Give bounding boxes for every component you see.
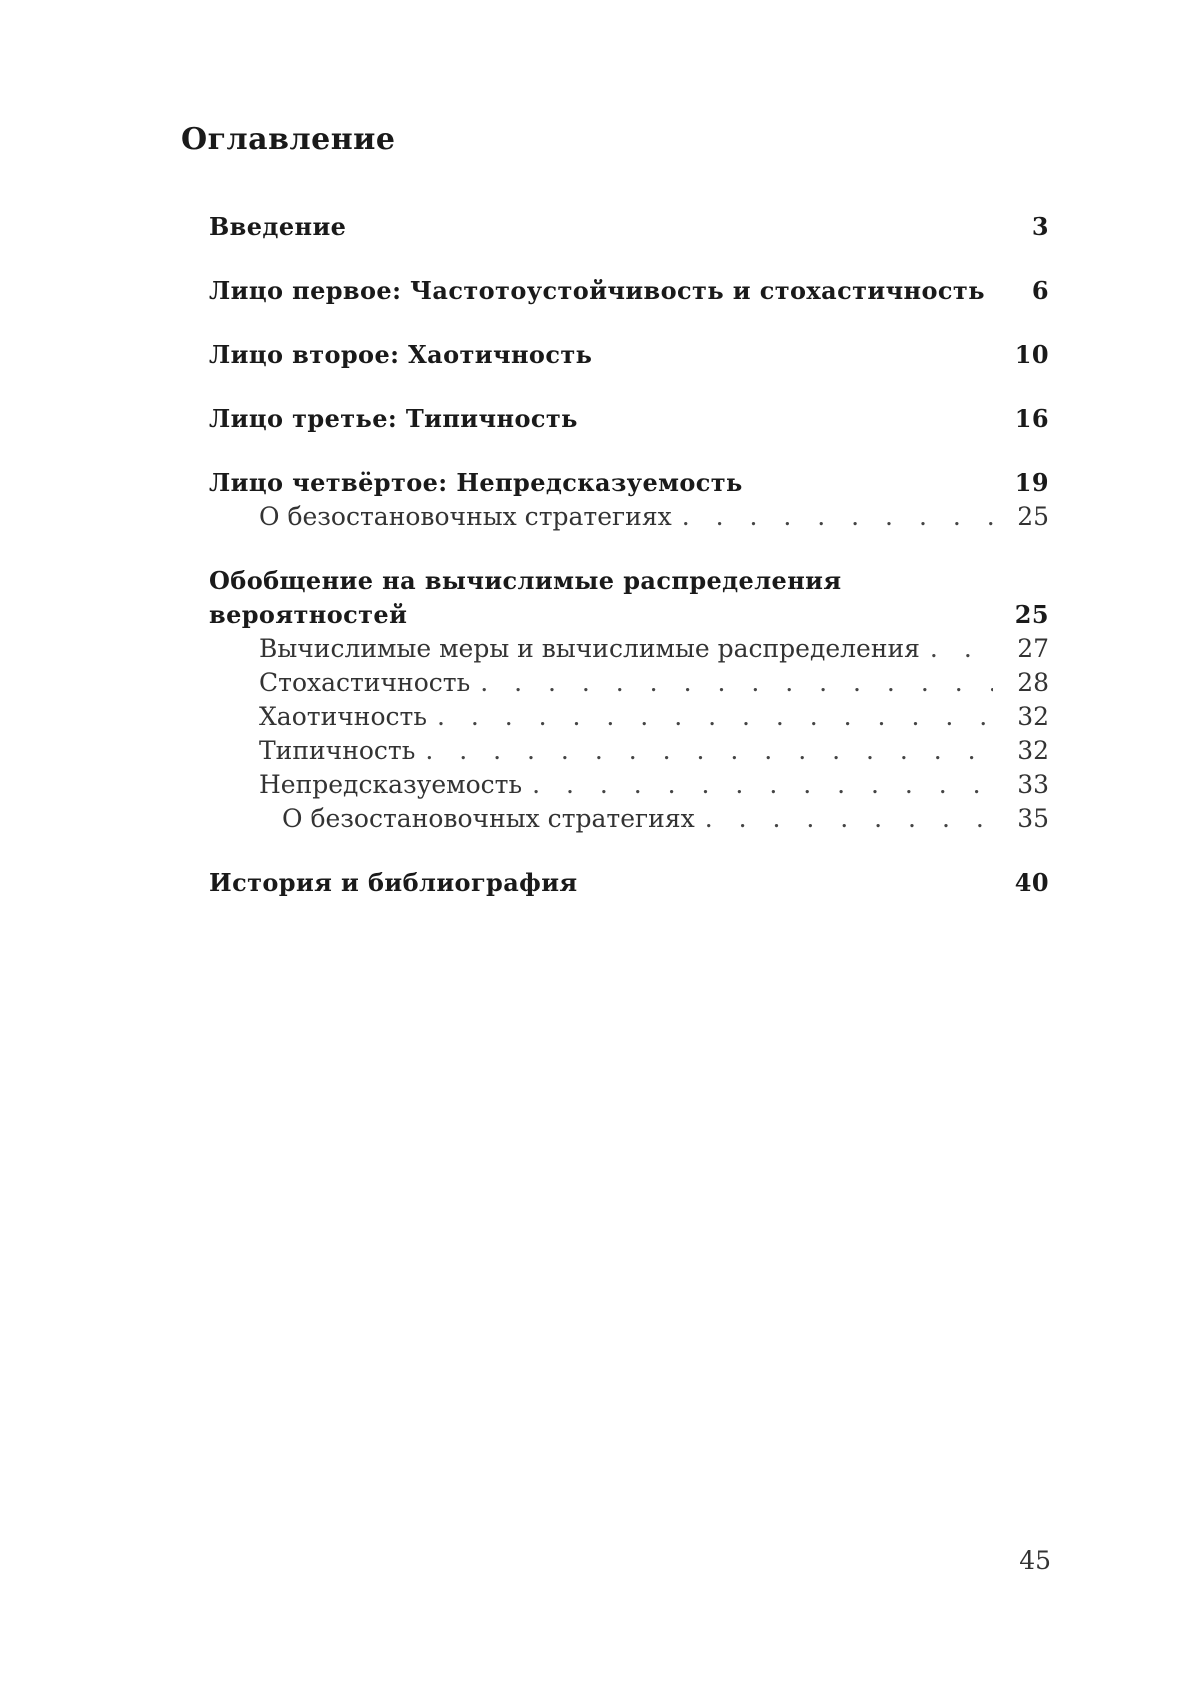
chapter-page-number: 10	[1014, 340, 1049, 369]
section-page-number: 28	[1017, 668, 1049, 697]
toc-chapter-face-four[interactable]	[209, 466, 1049, 500]
chapter-title: Лицо первое: Частотоустойчивость и стохастичность	[209, 276, 985, 305]
dot-leader	[695, 802, 993, 836]
toc-section-nonstop-strategies[interactable]	[209, 500, 1049, 534]
section-page-number: 32	[1017, 702, 1049, 731]
chapter-page-number: 3	[1031, 212, 1049, 241]
section-page-number: 27	[1017, 634, 1049, 663]
toc-chapter-history[interactable]	[209, 866, 1049, 900]
dot-leader	[920, 632, 993, 666]
toc-section-typicality[interactable]	[209, 734, 1049, 768]
section-title: Типичность	[259, 736, 416, 765]
section-page-number: 35	[1017, 804, 1049, 833]
toc-section-computable-measures[interactable]	[209, 632, 1049, 666]
chapter-page-number: 19	[1014, 468, 1049, 497]
toc-chapter-face-three[interactable]	[209, 402, 1049, 436]
table-of-contents	[209, 210, 1049, 900]
chapter-title: Лицо третье: Типичность	[209, 404, 578, 433]
section-page-number: 33	[1017, 770, 1049, 799]
chapter-page-number: 40	[1014, 868, 1049, 897]
toc-chapter-face-two[interactable]	[209, 338, 1049, 372]
section-title: Непредсказуемость	[259, 770, 523, 799]
chapter-page-number: 16	[1014, 404, 1049, 433]
page-folio-number: 45	[1019, 1546, 1051, 1575]
toc-section-stochasticity[interactable]	[209, 666, 1049, 700]
dot-leader	[415, 734, 993, 768]
section-title: Вычислимые меры и вычислимые распределения	[259, 634, 920, 663]
chapter-title: Введение	[209, 212, 347, 241]
chapter-title: История и библиография	[209, 868, 578, 897]
dot-leader	[427, 700, 993, 734]
toc-heading: Оглавление	[181, 122, 396, 157]
chapter-page-number: 6	[1031, 276, 1049, 305]
section-title: Стохастичность	[259, 668, 471, 697]
chapter-title-line-2: вероятностей	[209, 600, 408, 629]
toc-chapter-introduction[interactable]	[209, 210, 1049, 244]
toc-section-unpredictability[interactable]	[209, 768, 1049, 802]
chapter-page-number: 25	[1014, 600, 1049, 629]
chapter-title: Лицо четвёртое: Непредсказуемость	[209, 468, 743, 497]
toc-chapter-face-one[interactable]	[209, 274, 1049, 308]
chapter-title-line-1: Обобщение на вычислимые распределения	[209, 566, 842, 595]
dot-leader	[470, 666, 993, 700]
section-title: О безостановочных стратегиях	[259, 502, 672, 531]
chapter-title: Лицо второе: Хаотичность	[209, 340, 593, 369]
toc-subsection-nonstop-strategies[interactable]	[209, 802, 1049, 836]
section-page-number: 25	[1017, 502, 1049, 531]
section-page-number: 32	[1017, 736, 1049, 765]
toc-chapter-generalization[interactable]	[209, 564, 1049, 632]
section-title: Хаотичность	[259, 702, 427, 731]
dot-leader	[672, 500, 993, 534]
section-title: О безостановочных стратегиях	[282, 804, 695, 833]
dot-leader	[522, 768, 993, 802]
toc-section-chaoticity[interactable]	[209, 700, 1049, 734]
